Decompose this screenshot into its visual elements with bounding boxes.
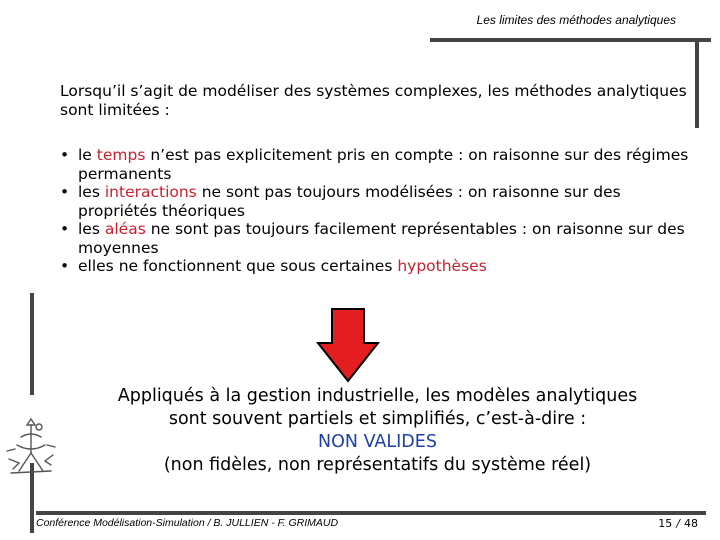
slide-header-title: Les limites des méthodes analytiques	[476, 13, 676, 27]
bullet-highlight: interactions	[104, 183, 197, 201]
bullet-highlight: hypothèses	[397, 257, 487, 275]
header-rule	[430, 38, 711, 42]
right-vertical-rule	[695, 38, 699, 128]
page-current: 15	[658, 517, 673, 530]
conclusion-block	[50, 385, 705, 477]
list-item	[58, 220, 698, 257]
limitations-list	[58, 146, 698, 276]
bullet-highlight: temps	[96, 146, 146, 164]
page-number	[658, 517, 698, 530]
conclusion-line-4: (non fidèles, non représentatifs du système réel)	[163, 455, 592, 475]
down-arrow-icon	[316, 307, 380, 383]
bullet-text-post: ne sont pas toujours facilement représentables : on raisonne sur des moyennes	[78, 220, 685, 257]
conclusion-line-2: sont souvent partiels et simplifiés, c’est-à-dire :	[168, 409, 587, 429]
bullet-text-pre: le	[78, 146, 97, 164]
footer-conference-credit: Conférence Modélisation-Simulation / B. JULLIEN - F. GRIMAUD	[36, 517, 339, 529]
bullet-text-pre: les	[78, 220, 105, 238]
bullet-text-post: n’est pas explicitement pris en compte : on raisonne sur des régimes permanents	[78, 146, 689, 183]
intro-paragraph: Lorsqu’il s’agit de modéliser des systèmes complexes, les méthodes analytiques sont limitées :	[60, 82, 687, 119]
stick-figure-logo-icon	[3, 415, 59, 481]
list-item	[58, 257, 698, 276]
conclusion-verdict: NON VALIDES	[318, 432, 437, 452]
page-total: 48	[684, 517, 698, 530]
page-separator: /	[676, 517, 680, 530]
bullet-text-pre: les	[78, 183, 105, 201]
bullet-text-pre: elles ne fonctionnent que sous certaines	[78, 257, 398, 275]
conclusion-line-1: Appliqués à la gestion industrielle, les modèles analytiques	[117, 386, 638, 406]
bullet-text-post: ne sont pas toujours modélisées : on raisonne sur des propriétés théoriques	[78, 183, 621, 220]
bullet-highlight: aléas	[104, 220, 146, 238]
left-vertical-rule-upper	[30, 293, 34, 395]
list-item	[58, 183, 698, 220]
footer-rule	[36, 511, 706, 515]
list-item	[58, 146, 698, 183]
